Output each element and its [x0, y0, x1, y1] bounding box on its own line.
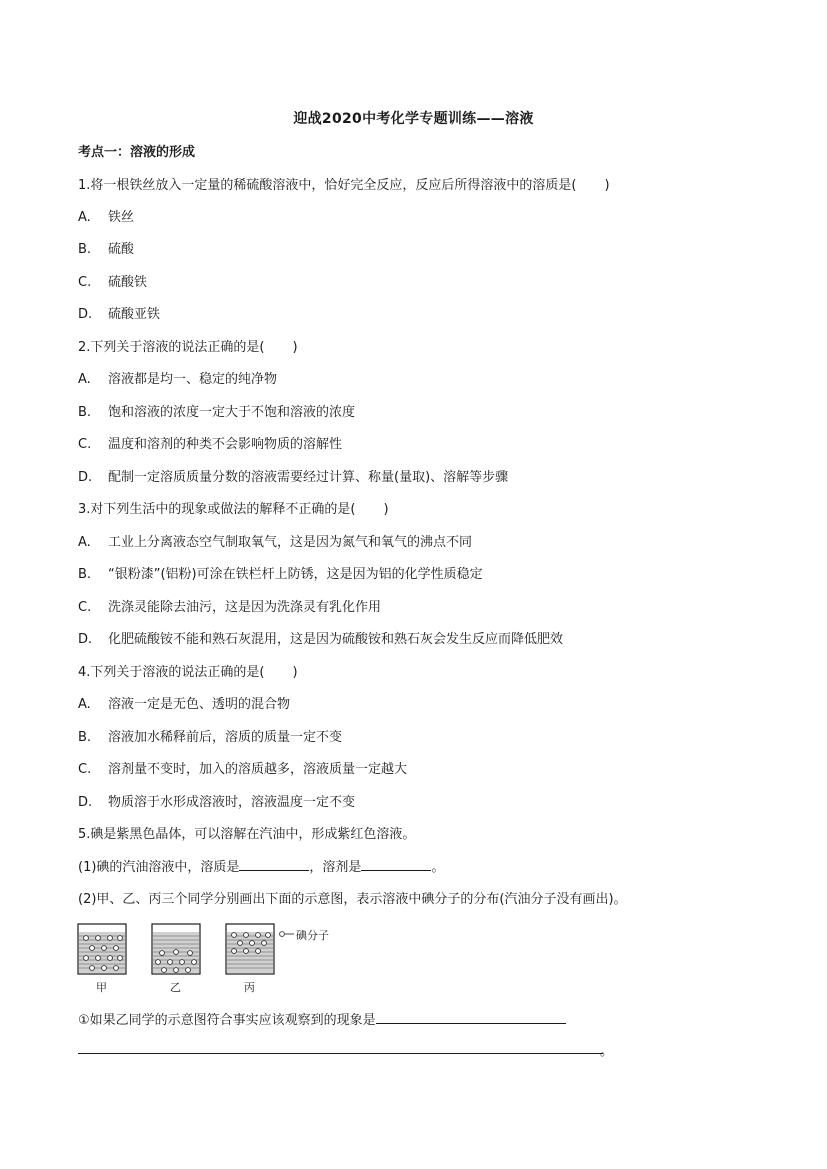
end-period: 。 — [600, 1044, 614, 1059]
option-letter: D. — [78, 632, 93, 647]
option-letter: C. — [78, 275, 92, 290]
option-letter: B. — [78, 730, 92, 745]
question-2-stem: 2.下列关于溶液的说法正确的是( — [78, 340, 265, 355]
option-text: 铁丝 — [108, 210, 135, 225]
question-2-option-a[interactable] — [78, 368, 277, 387]
question-5-part-2: (2)甲、乙、丙三个同学分别画出下面的示意图，表示溶液中碘分子的分布(汽油分子没有画出)。 — [78, 892, 627, 907]
option-text: “银粉漆”(铝粉)可涂在铁栏杆上防锈，这是因为铝的化学性质稳定 — [108, 567, 483, 582]
phenomenon-answer-blank[interactable] — [376, 1010, 566, 1024]
beaker-label-jia: 甲 — [96, 981, 107, 994]
option-letter: C. — [78, 600, 92, 615]
question-2-option-d[interactable] — [78, 466, 508, 485]
question-3-option-d[interactable] — [78, 628, 563, 647]
question-2-close: ) — [292, 340, 298, 355]
option-text: 硫酸亚铁 — [108, 307, 161, 322]
question-1-option-d[interactable] — [78, 303, 160, 322]
option-text: 硫酸 — [108, 242, 135, 257]
option-text: 物质溶于水形成溶液时，溶液温度一定不变 — [108, 795, 356, 810]
solvent-answer-blank[interactable] — [361, 857, 431, 871]
option-letter: A. — [78, 697, 91, 712]
question-3 — [78, 498, 389, 517]
question-2-option-b[interactable] — [78, 401, 355, 420]
question-4-stem: 4.下列关于溶液的说法正确的是( — [78, 665, 265, 680]
section-heading: 考点一：溶液的形成 — [78, 145, 196, 160]
option-letter: D. — [78, 795, 93, 810]
part-3-text: ①如果乙同学的示意图符合事实应该观察到的现象是 — [78, 1013, 376, 1028]
option-text: 溶液加水稀释前后，溶质的质量一定不变 — [108, 730, 343, 745]
beaker-label-bing: 丙 — [244, 981, 255, 994]
question-4-option-b[interactable] — [78, 726, 342, 745]
option-letter: A. — [78, 535, 91, 550]
option-letter: D. — [78, 470, 93, 485]
option-text: 溶剂量不变时，加入的溶质越多，溶液质量一定越大 — [108, 762, 408, 777]
question-1-stem: 1.将一根铁丝放入一定量的稀硫酸溶液中，恰好完全反应，反应后所得溶液中的溶质是( — [78, 178, 577, 193]
question-5-part-3 — [78, 1009, 566, 1028]
iodine-molecule-legend — [280, 932, 294, 937]
option-text: 洗涤灵能除去油污，这是因为洗涤灵有乳化作用 — [108, 600, 382, 615]
question-3-option-c[interactable] — [78, 596, 381, 615]
question-1-option-a[interactable] — [78, 206, 134, 225]
phenomenon-answer-line-2[interactable] — [78, 1052, 603, 1054]
question-3-stem: 3.对下列生活中的现象或做法的解释不正确的是( — [78, 502, 356, 517]
beaker-jia — [78, 924, 126, 974]
question-1-option-b[interactable] — [78, 238, 134, 257]
option-letter: C. — [78, 437, 92, 452]
option-letter: C. — [78, 762, 92, 777]
option-letter: A. — [78, 372, 91, 387]
option-text: 硫酸铁 — [108, 275, 148, 290]
question-3-option-a[interactable] — [78, 531, 472, 550]
question-4-option-c[interactable] — [78, 758, 407, 777]
question-1 — [78, 174, 610, 193]
legend-iodine-molecule-label: 碘分子 — [296, 929, 329, 942]
option-letter: B. — [78, 567, 92, 582]
option-text: 溶液都是均一、稳定的纯净物 — [108, 372, 278, 387]
question-4-option-a[interactable] — [78, 693, 290, 712]
solute-answer-blank[interactable] — [239, 857, 309, 871]
question-4-option-d[interactable] — [78, 791, 355, 810]
option-letter: D. — [78, 307, 93, 322]
question-2-option-c[interactable] — [78, 433, 342, 452]
option-text: 饱和溶液的浓度一定大于不饱和溶液的浓度 — [108, 405, 356, 420]
question-1-option-c[interactable] — [78, 271, 147, 290]
option-text: 工业上分离液态空气制取氧气，这是因为氮气和氧气的沸点不同 — [108, 535, 473, 550]
question-5-part-1 — [78, 856, 444, 875]
question-4 — [78, 661, 298, 680]
option-text: 溶液一定是无色、透明的混合物 — [108, 697, 291, 712]
option-letter: B. — [78, 405, 92, 420]
option-text: 温度和溶剂的种类不会影响物质的溶解性 — [108, 437, 343, 452]
option-letter: A. — [78, 210, 91, 225]
part-1-text-b: ，溶剂是 — [309, 860, 362, 875]
part-1-text-a: (1)碘的汽油溶液中，溶质是 — [78, 860, 240, 875]
question-2 — [78, 336, 298, 355]
question-1-close: ) — [604, 178, 610, 193]
page-title: 迎战2020中考化学专题训练——溶液 — [293, 111, 534, 127]
option-text: 化肥硫酸铵不能和熟石灰混用，这是因为硫酸铵和熟石灰会发生反应而降低肥效 — [108, 632, 564, 647]
option-letter: B. — [78, 242, 92, 257]
beaker-diagram — [72, 918, 372, 998]
option-text: 配制一定溶质质量分数的溶液需要经过计算、称量(量取)、溶解等步骤 — [108, 470, 509, 485]
question-5-stem: 5.碘是紫黑色晶体，可以溶解在汽油中，形成紫红色溶液。 — [78, 827, 416, 842]
beaker-yi — [152, 924, 200, 974]
beaker-label-yi: 乙 — [170, 981, 181, 994]
question-3-option-b[interactable] — [78, 563, 483, 582]
part-1-text-c: 。 — [431, 860, 445, 875]
question-4-close: ) — [292, 665, 298, 680]
question-3-close: ) — [383, 502, 389, 517]
beaker-bing — [226, 924, 274, 974]
